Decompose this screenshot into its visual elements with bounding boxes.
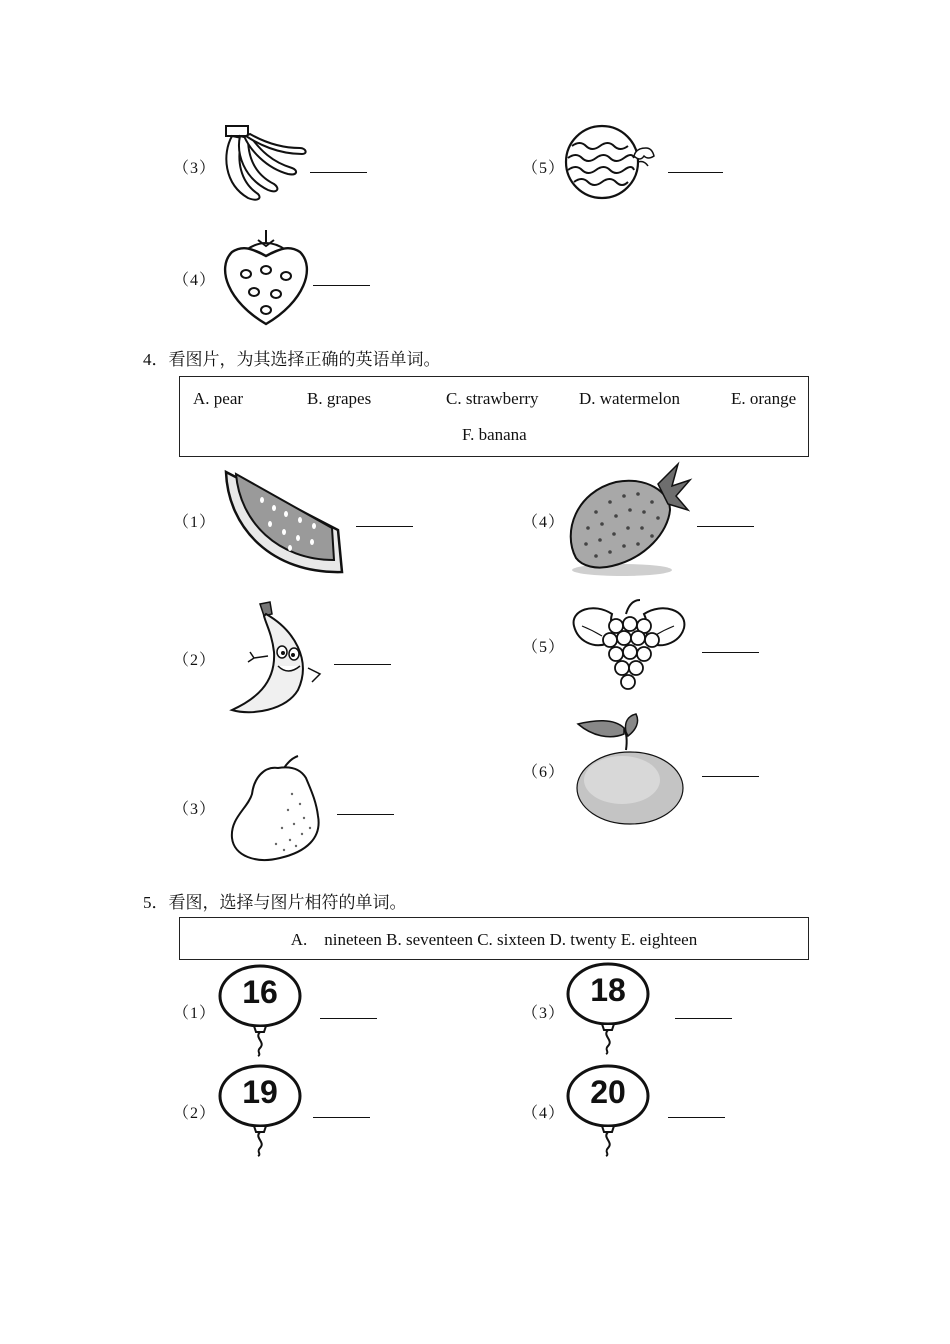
answer-blank[interactable] [356,526,413,527]
answer-blank[interactable] [702,652,759,653]
answer-blank[interactable] [337,814,394,815]
q5-options-text: A. nineteen B. seventeen C. sixteen D. twenty E. eighteen [290,930,698,949]
answer-blank[interactable] [697,526,754,527]
item-label: （2） [173,652,217,669]
item-label: （4） [173,272,217,289]
option-d: D. watermelon [579,389,681,408]
option-e: E. orange [731,389,797,408]
item-label: （3） [173,160,217,177]
option-c: C. strawberry [446,389,539,408]
option-a: A. pear [193,389,244,408]
answer-blank[interactable] [313,285,370,286]
balloon-number: 19 [242,1074,278,1110]
answer-blank[interactable] [310,172,367,173]
item-label: （4） [522,1105,566,1122]
balloon-number: 20 [590,1074,626,1110]
pear-icon [226,754,326,864]
question-4-title: 4．看图片，为其选择正确的英语单词。 [143,350,441,369]
q5-options-box [179,917,809,960]
bananas-bunch-icon [218,124,310,204]
item-label: （5） [522,160,566,177]
answer-blank[interactable] [320,1018,377,1019]
item-label: （1） [173,514,217,531]
item-label: （2） [173,1105,217,1122]
item-label: （1） [173,1005,217,1022]
watermelon-slice-icon [222,468,344,578]
answer-blank[interactable] [702,776,759,777]
item-label: （5） [522,639,566,656]
item-label: （4） [522,514,566,531]
answer-blank[interactable] [313,1117,370,1118]
answer-blank[interactable] [668,1117,725,1118]
balloon-number: 16 [242,974,278,1010]
answer-blank[interactable] [668,172,723,173]
balloon-number: 18 [590,972,626,1008]
option-b: B. grapes [307,389,372,408]
strawberry-outline-icon [218,228,314,328]
question-5-title: 5．看图，选择与图片相符的单词。 [143,893,407,912]
item-label: （3） [173,801,217,818]
item-label: （3） [522,1005,566,1022]
q4-options-box [179,376,809,457]
strawberry-icon [566,462,692,578]
answer-blank[interactable] [675,1018,732,1019]
orange-icon [574,712,686,828]
grapes-icon [568,596,692,698]
watermelon-whole-icon [562,124,668,202]
item-label: （6） [522,764,566,781]
answer-blank[interactable] [334,664,391,665]
option-f: F. banana [462,425,527,444]
banana-cartoon-icon [224,600,324,720]
